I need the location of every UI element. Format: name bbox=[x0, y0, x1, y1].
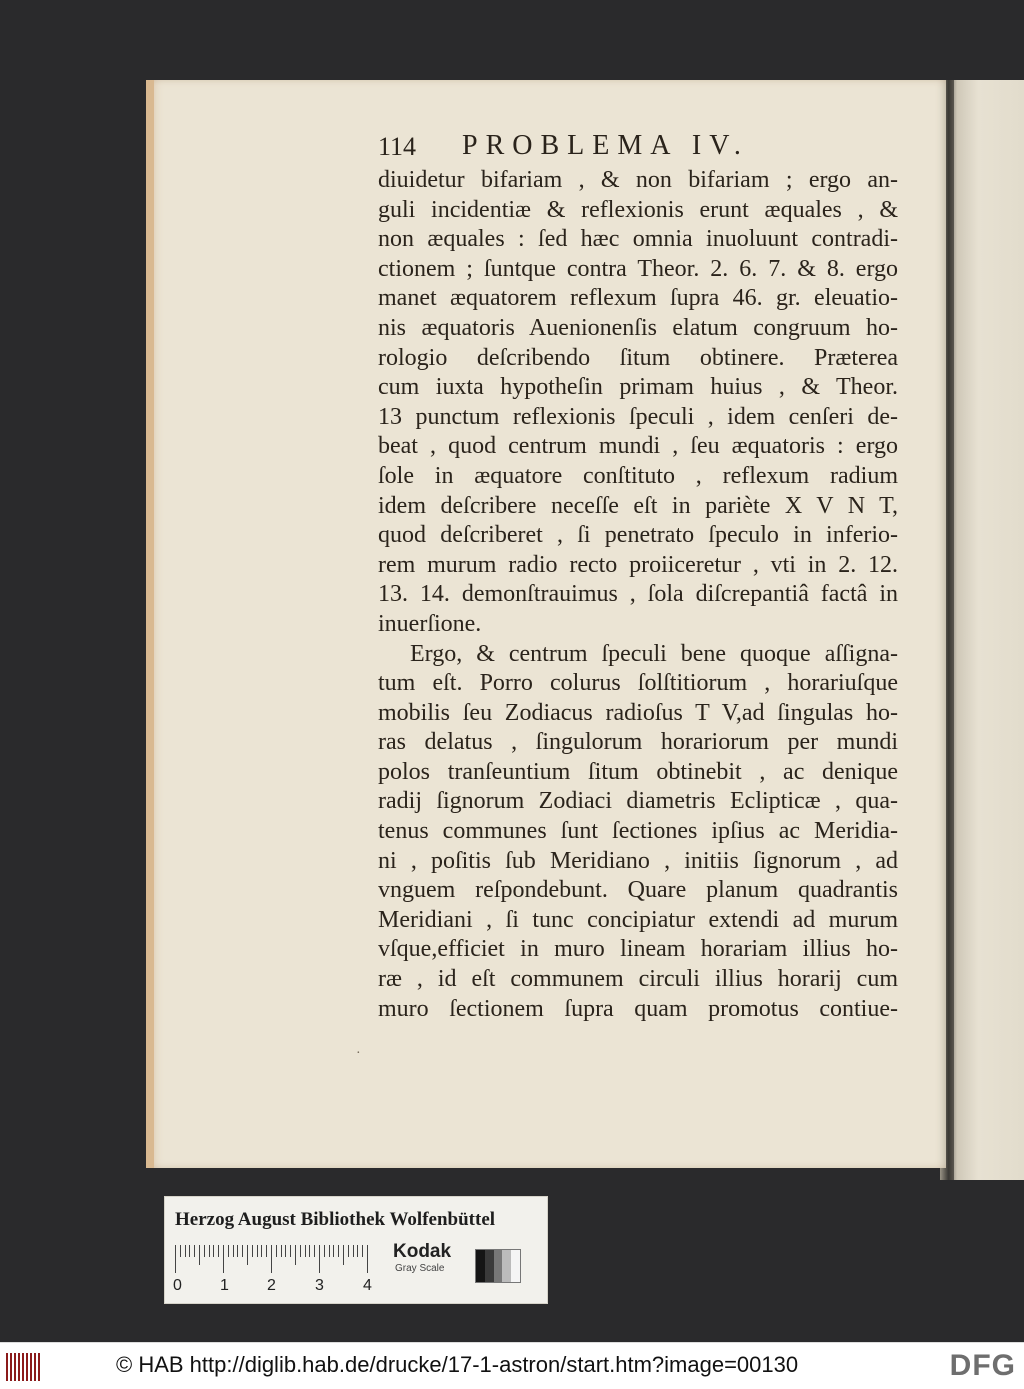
text-line: idem deſcribere neceſſe eſt in pariète X V N T, bbox=[378, 492, 898, 519]
text-line: vnguem reſpondebunt. Quare planum quadrantis bbox=[378, 877, 898, 904]
text-line: ctionem ; ſuntque contra Theor. 2. 6. 7. & 8. ergo bbox=[378, 255, 898, 282]
ruler-tick bbox=[185, 1245, 186, 1257]
ruler-tick bbox=[285, 1245, 286, 1257]
text-line: 13 punctum reflexionis ſpeculi , idem cenſeri de- bbox=[378, 403, 898, 430]
text-line: ſole in æquatore conſtituto , reflexum radium bbox=[378, 462, 898, 489]
text-line: ræ , id eſt communem circuli illius horarij cum bbox=[378, 966, 898, 993]
text-line: rem murum radio recto proiiceretur , vti in 2. 12. bbox=[378, 551, 898, 578]
ruler-tick bbox=[189, 1245, 190, 1257]
ruler-tick bbox=[343, 1245, 344, 1265]
text-line: mobilis ſeu Zodiacus radioſus T V,ad ſingulas ho- bbox=[378, 699, 898, 726]
text-line: radij ſignorum Zodiaci diametris Eclipticæ , qua- bbox=[378, 788, 898, 815]
text-line: muro ſectionem ſupra quam promotus contiue- bbox=[378, 995, 898, 1022]
ruler-tick bbox=[300, 1245, 301, 1257]
text-line: diuidetur bifariam , & non bifariam ; ergo an- bbox=[378, 167, 898, 193]
ruler-tick bbox=[362, 1245, 363, 1257]
ruler-tick bbox=[237, 1245, 238, 1257]
text-line: Meridiani , ſi tunc concipiatur extendi ad murum bbox=[378, 906, 898, 933]
facing-page-edge bbox=[948, 80, 1024, 1180]
ruler-tick bbox=[266, 1245, 267, 1257]
page-edge bbox=[146, 80, 154, 1168]
ruler-tick bbox=[348, 1245, 349, 1257]
ruler-tick bbox=[252, 1245, 253, 1257]
ruler-tick bbox=[329, 1245, 330, 1257]
running-header bbox=[378, 130, 898, 166]
kodak-logo: Kodak bbox=[393, 1241, 452, 1262]
gray-scale-label: Gray Scale bbox=[395, 1263, 445, 1274]
ruler-number: 1 bbox=[220, 1277, 229, 1294]
ruler-tick bbox=[194, 1245, 195, 1257]
text-line: non æquales : ſed hæc omnia inuoluunt contradi- bbox=[378, 226, 898, 253]
ruler-number: 0 bbox=[173, 1277, 182, 1294]
ruler-tick bbox=[257, 1245, 258, 1257]
ruler-tick bbox=[276, 1245, 277, 1257]
ruler-number: 2 bbox=[267, 1277, 276, 1294]
text-line: guli incidentiæ & reflexionis erunt æquales , & bbox=[378, 196, 898, 223]
text-line: 13. 14. demonſtrauimus , ſola diſcrepantiâ factâ in bbox=[378, 581, 898, 608]
ruler-tick bbox=[314, 1245, 315, 1257]
ruler-tick bbox=[218, 1245, 219, 1257]
ruler-tick bbox=[209, 1245, 210, 1257]
ruler-tick bbox=[228, 1245, 229, 1257]
text-line: ras delatus , ſingulorum horariorum per mundi bbox=[378, 729, 898, 756]
ruler-number: 4 bbox=[363, 1277, 372, 1294]
text-line: ni , poſitis ſub Meridiano , initiis ſignorum , ad bbox=[378, 847, 898, 874]
ruler-number: 3 bbox=[315, 1277, 324, 1294]
ruler-tick bbox=[223, 1245, 224, 1273]
ruler-numbers bbox=[165, 1277, 385, 1297]
ruler-tick bbox=[175, 1245, 176, 1273]
ruler-tick bbox=[305, 1245, 306, 1257]
ruler-tick bbox=[242, 1245, 243, 1257]
measurement-ruler bbox=[175, 1245, 375, 1273]
running-title: PROBLEMA IV. bbox=[462, 130, 749, 161]
text-line: tum eſt. Porro colurus ſolſtitiorum , horariuſque bbox=[378, 670, 898, 697]
ruler-tick bbox=[281, 1245, 282, 1257]
ruler-tick bbox=[204, 1245, 205, 1257]
text-line: rologio deſcribendo ſitum obtinere. Præterea bbox=[378, 344, 898, 371]
copyright-link[interactable]: © HAB http://diglib.hab.de/drucke/17-1-astron/start.htm?image=00130 bbox=[116, 1352, 799, 1377]
ruler-tick bbox=[353, 1245, 354, 1257]
footer-bar bbox=[0, 1342, 1024, 1389]
institution-label: Herzog August Bibliothek Wolfenbüttel bbox=[175, 1209, 496, 1230]
ruler-tick bbox=[319, 1245, 320, 1273]
ruler-tick bbox=[367, 1245, 368, 1273]
text-line: vſque,efficiet in muro lineam horariam illius ho- bbox=[378, 936, 898, 963]
ruler-tick bbox=[199, 1245, 200, 1265]
ruler-tick bbox=[333, 1245, 334, 1257]
page-body-text bbox=[378, 166, 898, 1024]
ruler-tick bbox=[233, 1245, 234, 1257]
text-line: manet æquatorem reflexum ſupra 46. gr. eleuatio- bbox=[378, 285, 898, 312]
ruler-tick bbox=[261, 1245, 262, 1257]
ruler-tick bbox=[295, 1245, 296, 1265]
page-number: 114 bbox=[378, 132, 417, 161]
text-line: Ergo, & centrum ſpeculi bene quoque aſſigna- bbox=[410, 640, 898, 667]
text-line: quod deſcriberet , ſi penetrato ſpeculo in inferio- bbox=[378, 522, 898, 549]
ruler-tick bbox=[290, 1245, 291, 1257]
ruler-tick bbox=[309, 1245, 310, 1257]
ruler-tick bbox=[180, 1245, 181, 1257]
text-line: polos tranſeuntium ſitum obtinebit , ac denique bbox=[378, 758, 898, 785]
ruler-tick bbox=[247, 1245, 248, 1265]
ruler-tick bbox=[357, 1245, 358, 1257]
hab-logo-icon bbox=[6, 1353, 46, 1381]
catchword: · bbox=[356, 1046, 361, 1061]
ruler-tick bbox=[271, 1245, 272, 1273]
gray-scale-swatch bbox=[475, 1249, 521, 1283]
text-line: beat , quod centrum mundi , ſeu æquatoris : ergo bbox=[378, 433, 898, 460]
ruler-tick bbox=[324, 1245, 325, 1257]
ruler-tick bbox=[338, 1245, 339, 1257]
text-line: tenus communes ſunt ſectiones ipſius ac Meridia- bbox=[378, 818, 898, 845]
text-line: nis æquatoris Auenionenſis elatum congruum ho- bbox=[378, 314, 898, 341]
dfg-logo: DFG bbox=[949, 1349, 1016, 1382]
library-color-card bbox=[164, 1196, 548, 1304]
text-line: inuerſione. bbox=[378, 610, 482, 637]
ruler-tick bbox=[213, 1245, 214, 1257]
text-line: cum iuxta hypotheſin primam huius , & Theor. bbox=[378, 374, 898, 401]
